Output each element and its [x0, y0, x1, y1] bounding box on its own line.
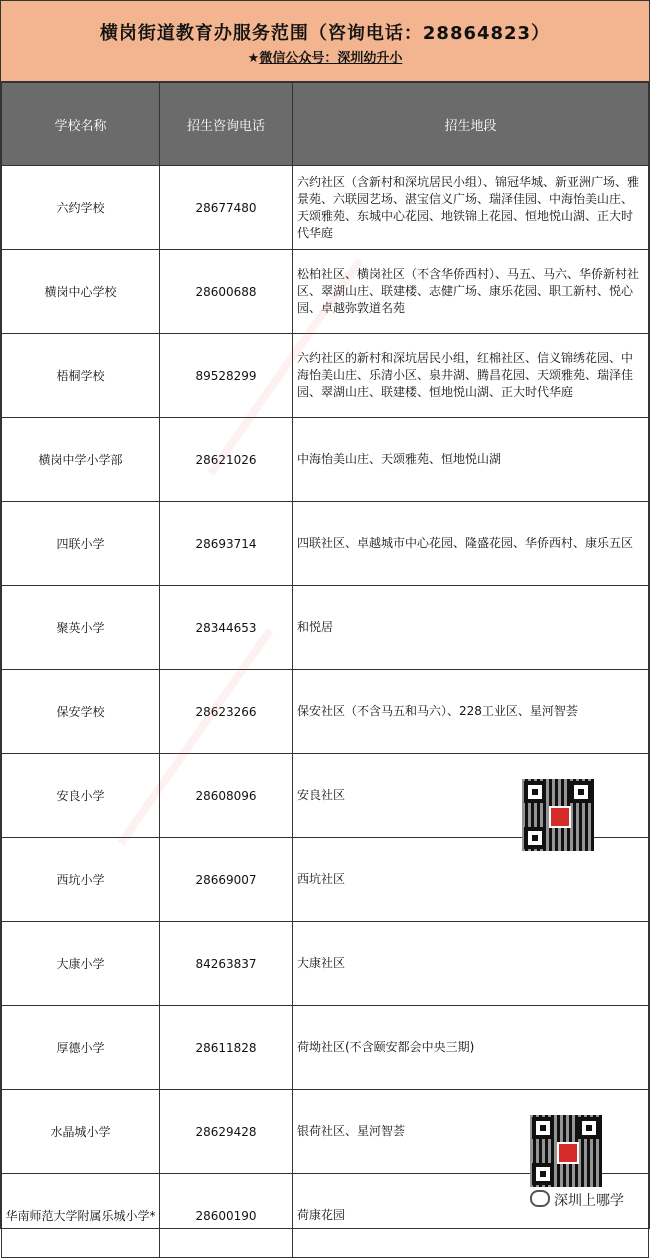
table-row: [2, 922, 649, 1006]
wechat-subtitle: [1, 47, 649, 66]
school-name: 横岗中学小学部: [2, 418, 160, 502]
table-row: [2, 502, 649, 586]
school-area: 六约社区（含新村和深坑居民小组）、锦冠华城、新亚洲广场、雅景苑、六联园艺场、湛宝信义广场、瑞泽佳园、中海怡美山庄、天颂雅苑、东城中心花园、地铁锦上花园、恒地悦山湖、正大时代华庭: [293, 166, 649, 250]
page-title: 横岗街道教育办服务范围（咨询电话：28864823）: [99, 23, 551, 44]
school-phone: 28611828: [160, 1006, 293, 1090]
subtitle-text: 微信公众号：深圳幼升小: [259, 51, 403, 66]
qr-code-icon: [530, 1115, 602, 1187]
school-area: 安良社区: [293, 754, 649, 838]
school-phone: 28600688: [160, 250, 293, 334]
school-area: 荷康花园: [293, 1174, 649, 1258]
school-name: 华南师范大学附属乐城小学*: [2, 1174, 160, 1258]
school-area: 中海怡美山庄、天颂雅苑、恒地悦山湖: [293, 418, 649, 502]
column-header-phone: 招生咨询电话: [160, 83, 293, 166]
school-table: [1, 82, 649, 1258]
school-name: 横岗中心学校: [2, 250, 160, 334]
school-name: 梧桐学校: [2, 334, 160, 418]
school-name: 四联小学: [2, 502, 160, 586]
school-area: 银荷社区、星河智荟: [293, 1090, 649, 1174]
table-row: [2, 670, 649, 754]
school-area: 大康社区: [293, 922, 649, 1006]
table-row: [2, 250, 649, 334]
table-row: [2, 1006, 649, 1090]
school-area: 四联社区、卓越城市中心花园、隆盛花园、华侨西村、康乐五区: [293, 502, 649, 586]
school-phone: 28623266: [160, 670, 293, 754]
school-area: 西坑社区: [293, 838, 649, 922]
school-phone: 89528299: [160, 334, 293, 418]
table-row: [2, 166, 649, 250]
column-header-school: 学校名称: [2, 83, 160, 166]
wechat-footer: [530, 1190, 624, 1210]
school-name: 六约学校: [2, 166, 160, 250]
school-name: 聚英小学: [2, 586, 160, 670]
wechat-icon: [530, 1190, 550, 1207]
header-banner: [1, 1, 649, 82]
table-row: [2, 418, 649, 502]
school-name: 保安学校: [2, 670, 160, 754]
school-phone: 28693714: [160, 502, 293, 586]
school-phone: 28344653: [160, 586, 293, 670]
school-name: 水晶城小学: [2, 1090, 160, 1174]
school-phone: 84263837: [160, 922, 293, 1006]
school-phone: 28629428: [160, 1090, 293, 1174]
school-area: 保安社区（不含马五和马六）、228工业区、星河智荟: [293, 670, 649, 754]
school-area: 和悦居: [293, 586, 649, 670]
school-area: 荷坳社区(不含颐安都会中央三期): [293, 1006, 649, 1090]
school-phone: 28677480: [160, 166, 293, 250]
wechat-account-label: 深圳上哪学: [554, 1193, 624, 1209]
school-phone: 28600190: [160, 1174, 293, 1258]
school-phone: 28608096: [160, 754, 293, 838]
table-row: [2, 586, 649, 670]
school-phone: 28669007: [160, 838, 293, 922]
school-area: 六约社区的新村和深坑居民小组，红棉社区、信义锦绣花园、中海怡美山庄、乐清小区、泉井湖、腾昌花园、天颂雅苑、瑞泽佳园、翠湖山庄、联建楼、恒地悦山湖、正大时代华庭: [293, 334, 649, 418]
school-area: 松柏社区、横岗社区（不含华侨西村）、马五、马六、华侨新村社区、翠湖山庄、联建楼、志健广场、康乐花园、职工新村、悦心园、卓越弥敦道名苑: [293, 250, 649, 334]
table-header-row: [2, 83, 649, 166]
column-header-area: 招生地段: [293, 83, 649, 166]
school-phone: 28621026: [160, 418, 293, 502]
school-name: 安良小学: [2, 754, 160, 838]
school-name: 西坑小学: [2, 838, 160, 922]
qr-code-icon: [522, 779, 594, 851]
star-icon: ★: [247, 51, 260, 66]
school-name: 厚德小学: [2, 1006, 160, 1090]
school-name: 大康小学: [2, 922, 160, 1006]
table-row: [2, 334, 649, 418]
